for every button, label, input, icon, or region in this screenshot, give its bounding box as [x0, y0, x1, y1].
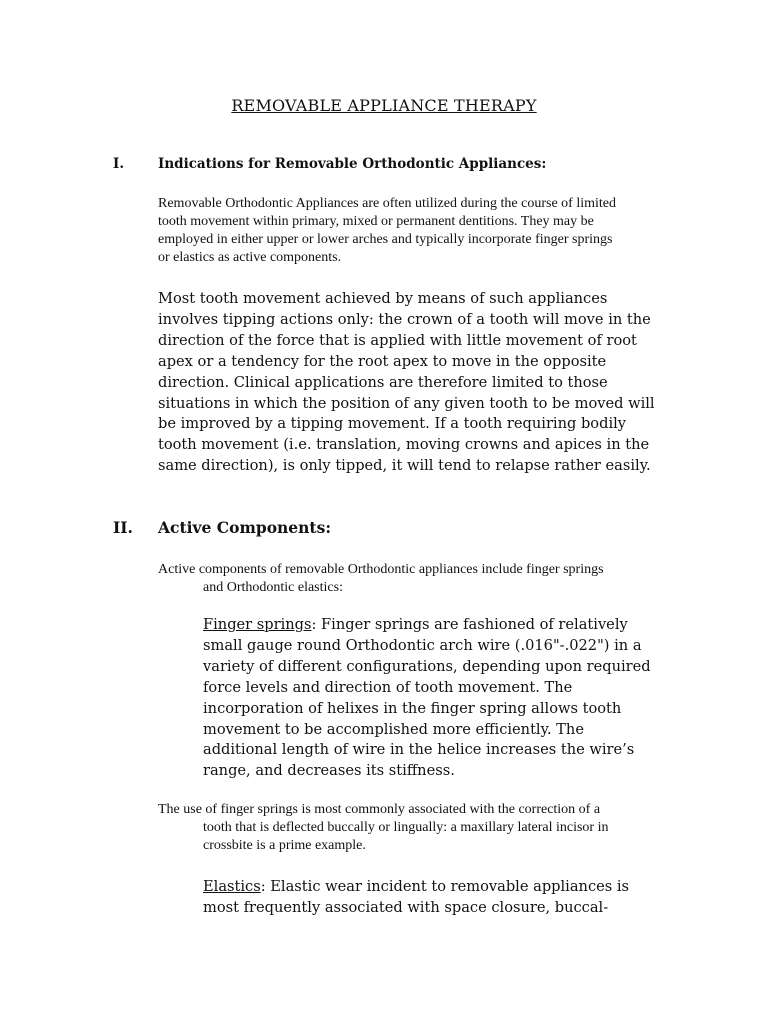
- text-line: The use of finger springs is most commonly associated with the correction of a: [158, 802, 601, 817]
- text-line: force levels and direction of tooth movement. The: [203, 678, 573, 696]
- text-line: employed in either upper or lower arches and typically incorporate finger springs: [158, 232, 613, 247]
- finger-springs-usage: [158, 801, 648, 855]
- text-line: incorporation of helixes in the finger spring allows tooth: [203, 699, 622, 717]
- section-1-paragraph-1: [158, 195, 658, 267]
- section-1-paragraph-2: [158, 289, 658, 477]
- finger-springs-term: Finger springs: [203, 616, 312, 633]
- elastics-paragraph: [203, 877, 653, 919]
- text-line: tooth that is deflected buccally or lingually: a maxillary lateral incisor in: [203, 820, 609, 835]
- text-line: be improved by a tipping movement. If a tooth requiring bodily: [158, 415, 627, 433]
- text-line: additional length of wire in the helice increases the wire’s: [203, 741, 635, 759]
- text-line: tooth movement (i.e. translation, moving crowns and apices in the: [158, 436, 650, 454]
- finger-springs-first-line: : Finger springs are fashioned of relatively: [311, 616, 628, 633]
- text-line: direction of the force that is applied with little movement of root: [158, 331, 637, 349]
- page-title: REMOVABLE APPLIANCE THERAPY: [231, 96, 537, 115]
- section-1-number: I.: [113, 156, 125, 172]
- text-line: most frequently associated with space closure, buccal-: [203, 898, 609, 916]
- text-line: involves tipping actions only: the crown of a tooth will move in the: [158, 310, 651, 328]
- elastics-first-line: : Elastic wear incident to removable appliances is: [260, 878, 630, 895]
- text-line: direction. Clinical applications are therefore limited to those: [158, 373, 608, 391]
- text-line: Removable Orthodontic Appliances are often utilized during the course of limited: [158, 196, 616, 211]
- finger-springs-paragraph: [203, 615, 653, 782]
- text-line: tooth movement within primary, mixed or permanent dentitions. They may be: [158, 214, 594, 229]
- text-line: small gauge round Orthodontic arch wire (.016"-.022") in a: [203, 636, 642, 654]
- elastics-term: Elastics: [203, 878, 261, 895]
- section-2-number: II.: [113, 518, 133, 537]
- text-line: range, and decreases its stiffness.: [203, 762, 455, 780]
- text-line: crossbite is a prime example.: [203, 838, 366, 853]
- text-line: apex or a tendency for the root apex to move in the opposite: [158, 352, 607, 370]
- text-line: same direction), is only tipped, it will tend to relapse rather easily.: [158, 457, 651, 475]
- text-line: situations in which the position of any given tooth to be moved will: [158, 394, 655, 412]
- text-line: variety of different configurations, depending upon required: [203, 657, 651, 675]
- section-1-heading: Indications for Removable Orthodontic Appliances:: [158, 156, 547, 172]
- text-line: [203, 615, 653, 636]
- text-line: [203, 877, 653, 898]
- text-line: Active components of removable Orthodontic appliances include finger springs: [158, 562, 604, 577]
- text-line: or elastics as active components.: [158, 250, 342, 265]
- text-line: Most tooth movement achieved by means of such appliances: [158, 290, 608, 307]
- section-2-heading: Active Components:: [158, 518, 332, 537]
- text-line: movement to be accomplished more efficiently. The: [203, 720, 584, 738]
- text-line: and Orthodontic elastics:: [203, 580, 343, 595]
- section-2-intro: [158, 561, 648, 597]
